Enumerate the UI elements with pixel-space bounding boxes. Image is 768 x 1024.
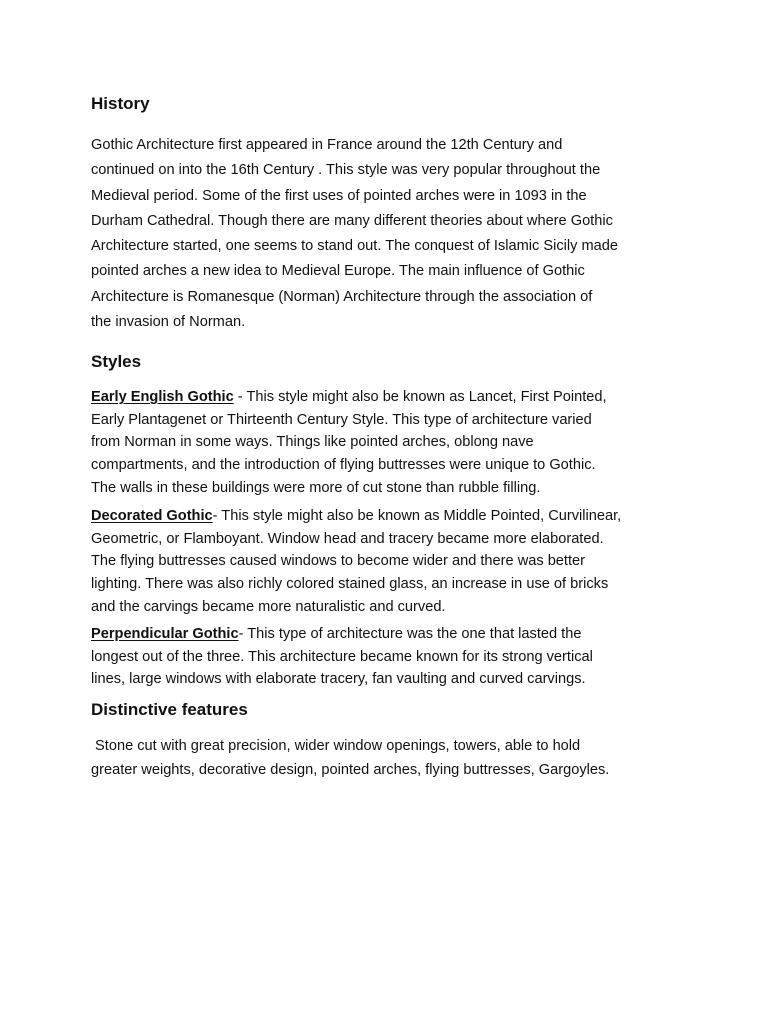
history-line: Architecture started, one seems to stand out. The conquest of Islamic Sicily made <box>91 238 618 255</box>
history-paragraph <box>91 133 681 335</box>
style-line: from Norman in some ways. Things like pointed arches, oblong nave <box>91 434 534 451</box>
perpendicular-gothic-term: Perpendicular Gothic <box>91 626 239 642</box>
perpendicular-gothic-paragraph <box>91 623 681 691</box>
style-line: longest out of the three. This architecture became known for its strong vertical <box>91 648 593 665</box>
history-heading: History <box>91 94 150 113</box>
style-line: Early Plantagenet or Thirteenth Century Style. This type of architecture varied <box>91 411 592 428</box>
history-line: the invasion of Norman. <box>91 314 246 331</box>
early-english-gothic-paragraph <box>91 386 681 499</box>
decorated-gothic-paragraph <box>91 505 681 618</box>
style-line: lighting. There was also richly colored stained glass, an increase in use of bricks <box>91 576 609 593</box>
style-line: and the carvings became more naturalistic and curved. <box>91 598 446 615</box>
style-line: The walls in these buildings were more of cut stone than rubble filling. <box>91 479 541 496</box>
features-line: greater weights, decorative design, pointed arches, flying buttresses, Gargoyles. <box>91 761 610 778</box>
history-line: Architecture is Romanesque (Norman) Architecture through the association of <box>91 288 593 305</box>
history-line: Medieval period. Some of the first uses of pointed arches were in 1093 in the <box>91 187 587 204</box>
style-first-line-text: - This style might also be known as Middle Pointed, Curvilinear, <box>212 508 622 524</box>
style-line: The flying buttresses caused windows to become wider and there was better <box>91 553 586 570</box>
features-heading: Distinctive features <box>91 700 248 719</box>
style-first-line-text: - This style might also be known as Lancet, First Pointed, <box>233 389 607 405</box>
style-first-line <box>91 386 681 409</box>
history-line: continued on into the 16th Century . This style was very popular throughout the <box>91 162 601 179</box>
styles-heading: Styles <box>91 352 142 371</box>
history-line: Durham Cathedral. Though there are many different theories about where Gothic <box>91 212 613 229</box>
features-paragraph <box>91 735 681 782</box>
early-english-gothic-term: Early English Gothic <box>91 389 234 405</box>
features-line: Stone cut with great precision, wider window openings, towers, able to hold <box>91 738 581 754</box>
history-line: Gothic Architecture first appeared in France around the 12th Century and <box>91 137 563 153</box>
style-line: compartments, and the introduction of flying buttresses were unique to Gothic. <box>91 457 596 474</box>
history-line: pointed arches a new idea to Medieval Europe. The main influence of Gothic <box>91 263 585 280</box>
decorated-gothic-term: Decorated Gothic <box>91 508 213 524</box>
style-line: Geometric, or Flamboyant. Window head and tracery became more elaborated. <box>91 530 604 547</box>
style-first-line <box>91 623 681 646</box>
style-first-line-text: - This type of architecture was the one that lasted the <box>238 626 582 642</box>
style-line: lines, large windows with elaborate tracery, fan vaulting and curved carvings. <box>91 671 586 688</box>
style-first-line <box>91 505 681 528</box>
